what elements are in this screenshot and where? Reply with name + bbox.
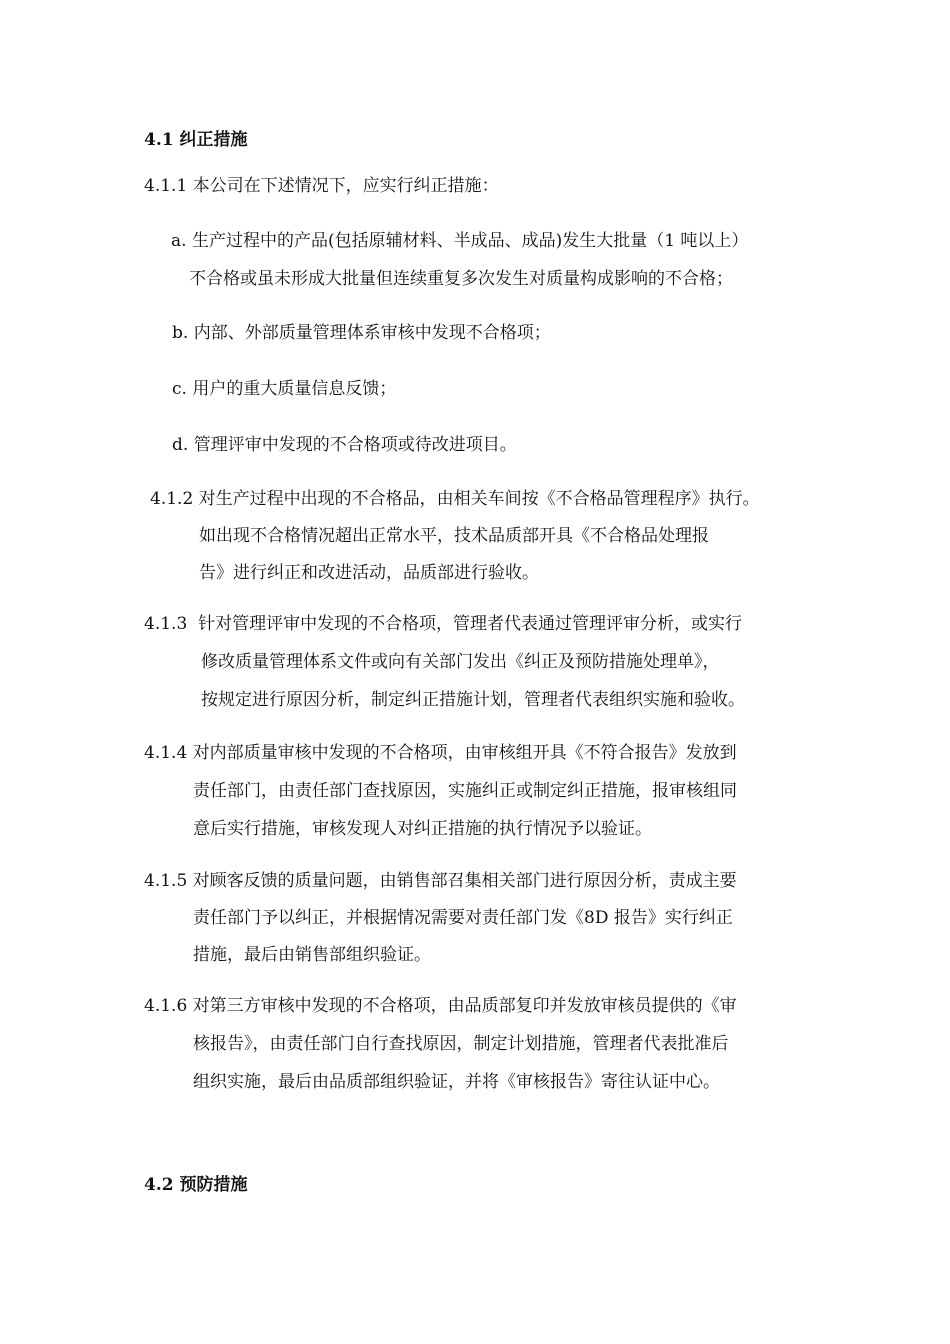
paragraph-4-1-4-line-2: 责任部门，由责任部门查找原因，实施纠正或制定纠正措施，报审核组同 bbox=[193, 781, 737, 801]
paragraph-4-1-6-line-1: 4.1.6 对第三方审核中发现的不合格项，由品质部复印并发放审核员提供的《审 bbox=[144, 996, 737, 1016]
paragraph-4-1-3-line-2: 修改质量管理体系文件或向有关部门发出《纠正及预防措施处理单》， bbox=[201, 652, 720, 672]
paragraph-4-1-6-line-3: 组织实施，最后由品质部组织验证，并将《审核报告》寄往认证中心。 bbox=[193, 1072, 720, 1092]
paragraph-4-1-2-line-2: 如出现不合格情况超出正常水平，技术品质部开具《不合格品处理报 bbox=[199, 526, 709, 546]
paragraph-4-1-2-line-1: 4.1.2 对生产过程中出现的不合格品，由相关车间按《不合格品管理程序》执行。 bbox=[150, 489, 760, 509]
item-c: c. 用户的重大质量信息反馈； bbox=[172, 379, 397, 399]
item-b: b. 内部、外部质量管理体系审核中发现不合格项； bbox=[172, 323, 551, 343]
item-d: d. 管理评审中发现的不合格项或待改进项目。 bbox=[172, 435, 517, 455]
paragraph-4-1-4-line-1: 4.1.4 对内部质量审核中发现的不合格项，由审核组开具《不符合报告》发放到 bbox=[144, 743, 737, 763]
paragraph-4-1-5-line-3: 措施，最后由销售部组织验证。 bbox=[193, 945, 431, 965]
paragraph-4-1-1: 4.1.1 本公司在下述情况下，应实行纠正措施： bbox=[144, 176, 499, 196]
section-heading-corrective: 4.1 纠正措施 bbox=[144, 130, 248, 150]
paragraph-4-1-2-line-3: 告》进行纠正和改进活动，品质部进行验收。 bbox=[199, 563, 539, 583]
paragraph-4-1-3-line-1: 4.1.3 针对管理评审中发现的不合格项，管理者代表通过管理评审分析，或实行 bbox=[144, 614, 743, 634]
paragraph-4-1-4-line-3: 意后实行措施，审核发现人对纠正措施的执行情况予以验证。 bbox=[193, 819, 652, 839]
item-a-line-1: a. 生产过程中的产品(包括原辅材料、半成品、成品)发生大批量（1 吨以上） bbox=[171, 231, 749, 251]
paragraph-4-1-5-line-2: 责任部门予以纠正，并根据情况需要对责任部门发《8D 报告》实行纠正 bbox=[193, 908, 733, 928]
item-a-line-2: 不合格或虽未形成大批量但连续重复多次发生对质量构成影响的不合格； bbox=[189, 269, 733, 289]
paragraph-4-1-3-line-3: 按规定进行原因分析，制定纠正措施计划，管理者代表组织实施和验收。 bbox=[201, 690, 745, 710]
paragraph-4-1-5-line-1: 4.1.5 对顾客反馈的质量问题，由销售部召集相关部门进行原因分析，责成主要 bbox=[144, 871, 737, 891]
paragraph-4-1-6-line-2: 核报告》，由责任部门自行查找原因，制定计划措施，管理者代表批准后 bbox=[193, 1034, 729, 1054]
section-heading-preventive: 4.2 预防措施 bbox=[144, 1175, 248, 1195]
